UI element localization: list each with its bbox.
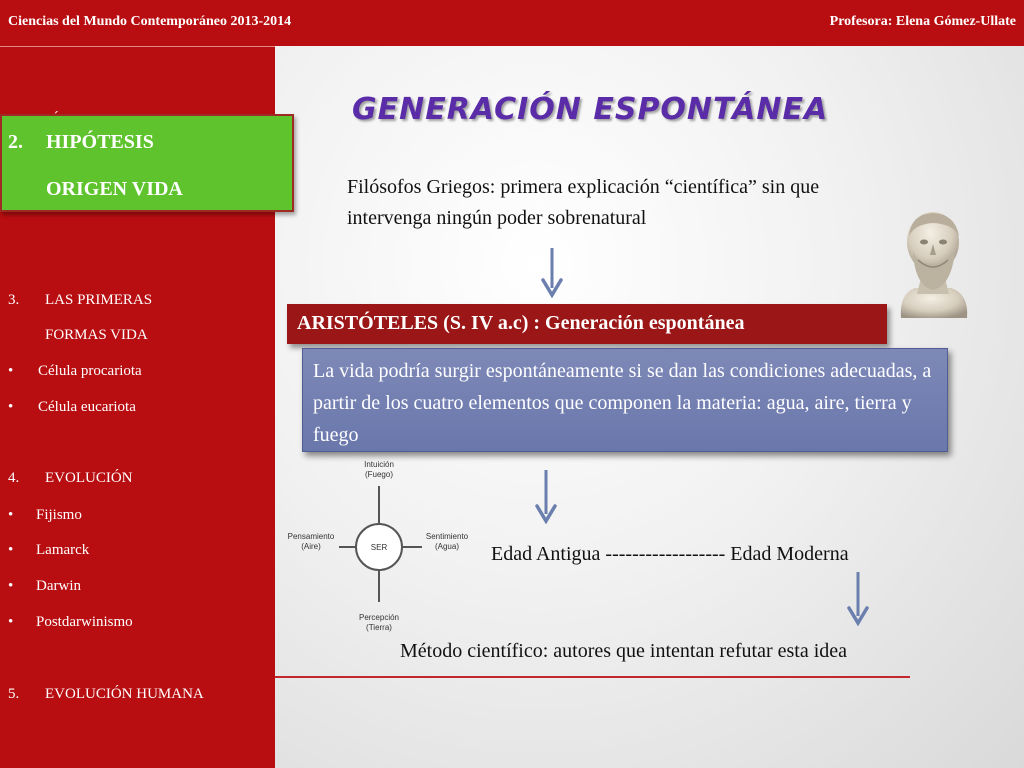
sidebar-item-lamarck[interactable]: Lamarck xyxy=(36,542,90,558)
sidebar-item-4-num: 4. xyxy=(8,470,20,486)
diagram-bottom-sub: (Tierra) xyxy=(366,623,392,632)
diagram-right-sub: (Agua) xyxy=(434,542,460,551)
arrow-down-icon xyxy=(534,470,558,524)
sidebar-item-2-num: 2. xyxy=(8,131,23,153)
explanation-text: La vida podría surgir espontáneamente si se dan las condiciones adecuadas, a partir de los cuatro elementos que componen la materia: agua, aire, tierra y fuego xyxy=(313,360,932,446)
aristotle-bust-image xyxy=(893,208,973,318)
diagram-left-label: Pensamiento xyxy=(287,532,335,541)
bullet: • xyxy=(8,542,14,558)
sidebar-item-darwin[interactable]: Darwin xyxy=(36,578,81,594)
sidebar-item-primeras-formas-line2[interactable]: FORMAS VIDA xyxy=(45,327,148,343)
course-title: Ciencias del Mundo Contemporáneo 2013-2014 xyxy=(8,14,292,29)
sidebar-item-postdarwinismo[interactable]: Postdarwinismo xyxy=(36,614,133,630)
diagram-top-sub: (Fuego) xyxy=(364,470,394,479)
diagram-bottom-label: Percepción xyxy=(358,613,400,622)
aristotle-heading: ARISTÓTELES (S. IV a.c) : Generación espontánea xyxy=(297,312,745,334)
header-bar xyxy=(0,0,1024,46)
timeline-text: Edad Antigua ------------------ Edad Moderna xyxy=(491,543,849,565)
teacher-name: Profesora: Elena Gómez-Ullate xyxy=(829,14,1016,29)
four-elements-diagram xyxy=(284,458,484,638)
bullet: • xyxy=(8,578,14,594)
sidebar-item-hipotesis-line2: ORIGEN VIDA xyxy=(46,178,183,200)
scientific-method-text: Método científico: autores que intentan refutar esta idea xyxy=(400,640,848,662)
bullet: • xyxy=(8,399,14,415)
bullet: • xyxy=(8,614,14,630)
bullet: • xyxy=(8,507,14,523)
sidebar-item-evolucion[interactable]: EVOLUCIÓN xyxy=(45,470,133,486)
sidebar-item-3-num: 3. xyxy=(8,292,20,308)
diagram-left-sub: (Aire) xyxy=(301,542,321,551)
intro-text-line1: Filósofos Griegos: primera explicación “científica” sin que xyxy=(347,176,820,198)
aristotle-heading-box xyxy=(287,304,887,344)
slide-title: GENERACIÓN ESPONTÁNEA xyxy=(352,92,829,127)
diagram-right-label: Sentimiento xyxy=(425,532,469,541)
sidebar-item-primeras-formas[interactable]: LAS PRIMERAS xyxy=(45,292,153,308)
sidebar-item-procariota[interactable]: Célula procariota xyxy=(38,363,142,379)
sidebar-item-fijismo[interactable]: Fijismo xyxy=(36,507,82,523)
sidebar-item-hipotesis-active[interactable] xyxy=(0,114,294,212)
arrow-down-icon xyxy=(540,248,564,298)
sidebar-item-eucariota[interactable]: Célula eucariota xyxy=(38,399,136,415)
intro-text-line2: intervenga ningún poder sobrenatural xyxy=(347,207,647,229)
arrow-down-icon xyxy=(846,572,870,626)
diagram-top-label: Intuición xyxy=(364,460,394,469)
explanation-box xyxy=(302,348,948,452)
bottom-divider xyxy=(275,676,910,678)
sidebar-divider xyxy=(0,46,275,47)
sidebar-item-hipotesis-line1: HIPÓTESIS xyxy=(46,131,154,153)
sidebar-item-evolucion-humana[interactable]: EVOLUCIÓN HUMANA xyxy=(45,686,204,702)
sidebar-item-5-num: 5. xyxy=(8,686,20,702)
diagram-center-label: SER xyxy=(370,543,388,552)
bullet: • xyxy=(8,363,14,379)
